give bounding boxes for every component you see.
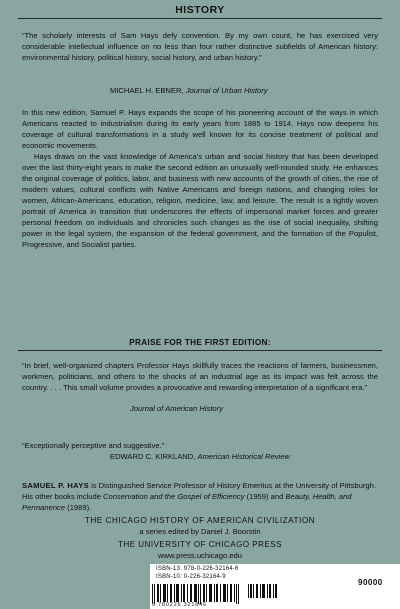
book-description bbox=[22, 107, 378, 250]
jah-attribution bbox=[130, 404, 223, 414]
kirkland-name: EDWARD C. KIRKLAND, bbox=[110, 452, 196, 461]
price-code: 90000 bbox=[358, 578, 383, 587]
jah-quote: “In brief, well-organized chapters Professor Hays skillfully traces the reactions of farmers, businessmen, workmen, politicians, and others to the shocks of an industrial age as its impact was felt across the country. . . . This small volume provides a provocative and rewarding interpretation of a significant era.” bbox=[22, 361, 378, 392]
author-bio-text: (1959) and bbox=[244, 492, 286, 501]
description-paragraph-1: In this new edition, Samuel P. Hays expands the scope of his pioneering account of the ways in which Americans reacted to industrialism during its early years from 1885 to 1914. Hays now deepens his coverage of cultural transformations in a study well known for its concise treatment of political and economic movements. bbox=[22, 108, 378, 150]
isbn10-text: ISBN-10: 0-226-32164-9 bbox=[156, 574, 226, 580]
book-title-beauty: Beauty, Health, and Permanence bbox=[22, 492, 352, 512]
ebner-attribution bbox=[110, 86, 268, 96]
ebner-name: MICHAEL H. EBNER, bbox=[110, 86, 184, 95]
series-title: THE CHICAGO HISTORY OF AMERICAN CIVILIZATION bbox=[84, 516, 316, 525]
barcode-icon bbox=[152, 584, 392, 604]
praise-divider bbox=[18, 350, 382, 351]
author-bio bbox=[22, 480, 378, 513]
description-paragraph-2: Hays draws on the vast knowledge of America’s urban and social history that has been developed over the last thirty-eight years to make the second edition an unusually well-rounded study. He enhances the original coverage of politics, labor, and business with new accounts of the growth of cities, the rise of modern values, cultural conflicts with Native Americans and foreign nations, and changing roles for women, African-Americans, education, religion, medicine, law, and leisure. The result is a tightly woven portrait of America in transition that underscores the effects of impersonal market forces and greater personal freedom on individuals and chronicles such changes as the rise of social inequality, shifting power in the legal system, the expansion of the federal government, and the formation of the Populist, Progressive, and Socialist parties. bbox=[22, 152, 378, 249]
author-bio-text: (1989). bbox=[65, 503, 92, 512]
author-name: SAMUEL P. HAYS bbox=[22, 481, 89, 490]
author-bio-text: is Distinguished Service Professor of History Emeritus at the University of Pittsburgh. His other books include bbox=[22, 481, 376, 501]
ebner-quote: “The scholarly interests of Sam Hays defy convention. By my own count, he has exercised very considerable intellectual influence on no less than four rather distinctive subfields of American history: environmental history, political history, social history, and urban history.” bbox=[22, 31, 378, 62]
barcode-panel bbox=[150, 564, 400, 609]
jah-publication: Journal of American History bbox=[130, 404, 223, 413]
ebner-publication: Journal of Urban History bbox=[185, 86, 268, 95]
publisher-name: THE UNIVERSITY OF CHICAGO PRESS bbox=[118, 540, 282, 549]
category-label: HISTORY bbox=[175, 4, 225, 16]
kirkland-attribution bbox=[110, 452, 290, 462]
series-editor: a series edited by Daniel J. Boorstin bbox=[139, 527, 261, 536]
publisher-website: www.press.uchicago.edu bbox=[158, 551, 242, 560]
top-divider bbox=[18, 18, 382, 19]
book-title-conservation: Conservation and the Gospel of Efficiency bbox=[103, 492, 245, 501]
kirkland-publication: American Historical Review bbox=[197, 452, 290, 461]
kirkland-quote: “Exceptionally perceptive and suggestive.” bbox=[22, 441, 165, 450]
praise-heading: PRAISE FOR THE FIRST EDITION: bbox=[129, 338, 271, 347]
barcode-digits: 9 780226 321646 bbox=[152, 602, 207, 608]
isbn13-text: ISBN-13: 978-0-226-32164-6 bbox=[156, 566, 239, 572]
